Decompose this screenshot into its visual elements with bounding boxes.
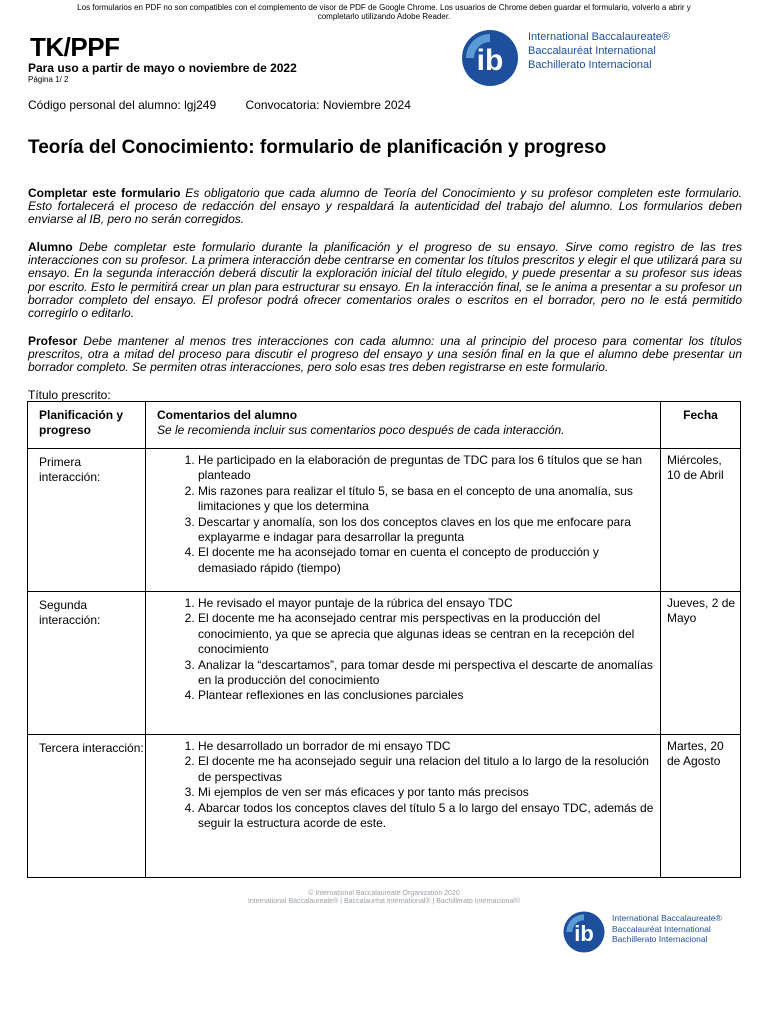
footer-brands: International Baccalaureate® | Baccalauréat International® | Bachillerato Internacional® xyxy=(247,898,521,905)
header-date: Fecha xyxy=(661,402,741,449)
progress-table xyxy=(27,401,741,878)
ib-logo-mark-icon xyxy=(562,910,606,954)
logo-line-1: International Baccalaureate® xyxy=(528,31,671,43)
usage-note: Para uso a partir de mayo o noviembre de 2022 xyxy=(28,61,297,75)
comment-item: 2. El docente me ha aconsejado centrar mis perspectivas en la producción del conocimiento, ya que se aprecia que algunas ideas se centran en la recepción del conocimiento xyxy=(198,611,654,657)
instructions-teacher xyxy=(28,335,742,375)
comment-item: 2. El docente me ha aconsejado seguir una relacion del titulo a lo largo de la resolución de perspectivas xyxy=(198,754,654,785)
header-comments xyxy=(146,402,661,449)
footer-logo-line-1: International Baccalaureate® xyxy=(612,913,722,923)
table-header-row xyxy=(28,402,741,449)
svg-text:ib: ib xyxy=(574,920,594,946)
instructions-teacher-lead: Profesor xyxy=(28,334,78,348)
comments-cell[interactable] xyxy=(146,449,661,592)
footer xyxy=(0,890,768,906)
table-row xyxy=(28,592,741,735)
date-cell[interactable]: Miércoles, 10 de Abril xyxy=(661,449,741,592)
footer-copyright: © International Baccalaureate Organization 2020 xyxy=(308,890,460,897)
meta-row xyxy=(28,98,437,112)
comment-item: 1. He revisado el mayor puntaje de la rúbrica del ensayo TDC xyxy=(198,596,654,611)
comments-cell[interactable] xyxy=(146,592,661,735)
footer-ib-logo xyxy=(562,910,732,954)
comment-item: 3. Analizar la “descartamos”, para tomar desde mi perspectiva el descarte de anomalías en la producción del conocimiento xyxy=(198,658,654,689)
table-row xyxy=(28,449,741,592)
page-title: Teoría del Conocimiento: formulario de planificación y progreso xyxy=(28,137,607,158)
header-planning: Planificación y progreso xyxy=(28,402,146,449)
logo-line-2: Baccalauréat International xyxy=(528,45,656,57)
stage-cell: Tercera interacción: xyxy=(28,735,146,878)
header-comments-title: Comentarios del alumno xyxy=(157,408,298,422)
instructions-form-lead: Completar este formulario xyxy=(28,186,181,200)
student-code[interactable]: Código personal del alumno: lgj249 xyxy=(28,98,217,112)
instructions-teacher-text: Debe mantener al menos tres interacciones con cada alumno: una al principio del proceso para comentar los títulos prescritos, otra a mitad del proceso para discutir el progreso del ensayo y una sesión final en la que el alumno debe presentar un borrador completo. Se permiten otras interacciones, pero solo esas tres deben registrarse en este formulario. xyxy=(28,334,742,375)
ib-logo-mark-icon xyxy=(460,28,520,88)
comment-item: 2. Mis razones para realizar el título 5, se basa en el concepto de una anomalía, sus limitaciones y que los determina xyxy=(198,484,654,515)
logo-line-3: Bachillerato Internacional xyxy=(528,59,652,71)
comment-item: 4. El docente me ha aconsejado tomar en cuenta el concepto de producción y demasiado rápido (tiempo) xyxy=(198,545,654,576)
stage-cell: Primera interacción: xyxy=(28,449,146,592)
footer-logo-line-3: Bachillerato Internacional xyxy=(612,934,708,944)
instructions-form xyxy=(28,187,742,227)
exam-session[interactable]: Convocatoria: Noviembre 2024 xyxy=(245,98,411,112)
table-row xyxy=(28,735,741,878)
comment-item: 1. He desarrollado un borrador de mi ensayo TDC xyxy=(198,739,654,754)
comment-item: 4. Abarcar todos los conceptos claves del título 5 a lo largo del ensayo TDC, además de seguir la estructura acorde de este. xyxy=(198,801,654,832)
form-code: TK/PPF xyxy=(30,32,120,62)
instructions-student-text: Debe completar este formulario durante la planificación y el progreso de su ensayo. Sirve como registro de las tres interacciones con su profesor. La primera interacción debe centrarse en comentar los títulos prescritos y elegir el que utilizará para su ensayo. En la segunda interacción deberá discutir la exploración inicial del título elegido, y puede presentar a su profesor sus ideas por escrito. Esto le permitirá crear un plan para estructurar su ensayo. En la interacción final, se le anima a presentar a su profesor un borrador completo del ensayo. El profesor podrá ofrecer comentarios orales o escritos en el borrador, pero no le está permitido corregirlo o editarlo. xyxy=(28,240,742,321)
svg-text:ib: ib xyxy=(476,44,504,77)
stage-cell: Segunda interacción: xyxy=(28,592,146,735)
titulo-prescrito-label: Título prescrito: xyxy=(28,388,111,402)
date-cell[interactable]: Martes, 20 de Agosto xyxy=(661,735,741,878)
date-cell[interactable]: Jueves, 2 de Mayo xyxy=(661,592,741,735)
ib-logo xyxy=(460,28,690,88)
header-comments-sub: Se le recomienda incluir sus comentarios poco después de cada interacción. xyxy=(157,423,565,438)
comment-item: 4. Plantear reflexiones en las conclusiones parciales xyxy=(198,688,654,703)
comments-cell[interactable] xyxy=(146,735,661,878)
instructions-student-lead: Alumno xyxy=(28,240,73,254)
comment-item: 1. He participado en la elaboración de preguntas de TDC para los 6 títulos que se han planteado xyxy=(198,453,654,484)
chrome-notice: Los formularios en PDF no son compatibles con el complemento de visor de PDF de Google Chrome. Los usuarios de Chrome deben guardar el formulario, volverlo a abrir y completarlo utilizando Adobe Reader. xyxy=(77,3,691,21)
instructions-form-text: Es obligatorio que cada alumno de Teoría del Conocimiento y su profesor completen este formulario. Esto fortalecerá el proceso de redacción del ensayo y respaldará la autenticidad del trabajo del alumno. Los formularios deben enviarse al IB, pero no serán corregidos. xyxy=(28,186,742,227)
instructions-student xyxy=(28,241,742,320)
page-number: Página 1/ 2 xyxy=(28,75,69,84)
comment-item: 3. Mi ejemplos de ven ser más eficaces y por tanto más precisos xyxy=(198,785,654,800)
comment-item: 3. Descartar y anomalía, son los dos conceptos claves en los que me enfocare para explayarme e indagar para desarrollar la pregunta xyxy=(198,515,654,546)
footer-logo-line-2: Baccalauréat International xyxy=(612,923,711,934)
